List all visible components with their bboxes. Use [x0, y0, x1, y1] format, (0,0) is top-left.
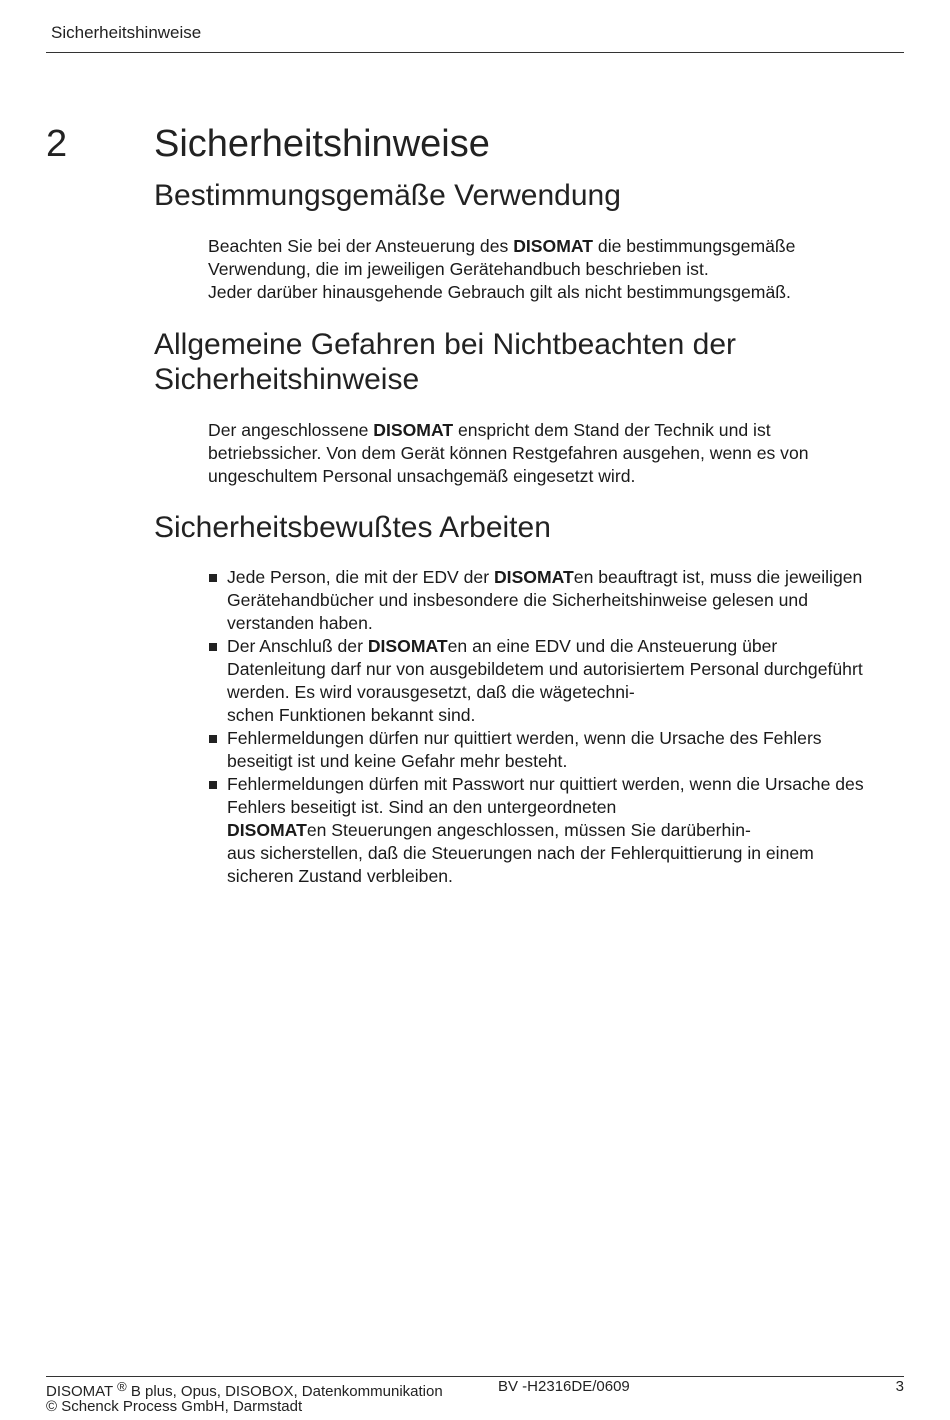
- list-item: [208, 727, 868, 773]
- product-name-bold: DISOMAT: [227, 820, 307, 840]
- paragraph-text: enspricht dem Stand der Technik und ist betriebssicher. Von dem Gerät können Restgefahren ausgehen, wenn es von ungeschultem Personal unsachgemäß eingesetzt wird.: [208, 420, 809, 486]
- section-paragraph-verwendung: [208, 235, 858, 304]
- paragraph-text: Beachten Sie bei der Ansteuerung des: [208, 236, 514, 256]
- paragraph-text: die bestimmungsgemäße Verwendung, die im jeweiligen Gerätehandbuch beschrieben ist.: [208, 236, 796, 279]
- heading-line: Sicherheitshinweise: [154, 363, 420, 396]
- footer-copyright: © Schenck Process GmbH, Darmstadt: [46, 1398, 303, 1415]
- bullet-square-icon: [209, 643, 217, 651]
- chapter-number: 2: [46, 123, 68, 165]
- list-item-text: schen Funktionen bekannt sind.: [227, 705, 476, 725]
- product-name-bold: DISOMAT: [513, 236, 594, 256]
- section-paragraph-gefahren: [208, 419, 876, 488]
- section-heading-sicherheitsbewusstes-arbeiten: Sicherheitsbewußtes Arbeiten: [154, 511, 551, 544]
- paragraph-text: Jeder darüber hinausgehende Gebrauch gilt als nicht bestimmungsgemäß.: [208, 282, 791, 302]
- list-item-text: en beauftragt ist, muss die jeweiligen Gerätehandbücher und insbesondere die Sicherheitshinweise gelesen und verstanden haben.: [227, 567, 863, 633]
- list-item: [208, 773, 868, 888]
- list-item-text: Der Anschluß der: [227, 636, 368, 656]
- bullet-square-icon: [209, 781, 217, 789]
- list-item-text: en an eine EDV und die Ansteuerung über Datenleitung darf nur von ausgebildetem und autorisiertem Personal durchgeführt werden. Es wird vorausgesetzt, daß die wägetechni-: [227, 636, 863, 702]
- list-item-text: Jede Person, die mit der EDV der: [227, 567, 494, 587]
- bullet-square-icon: [209, 574, 217, 582]
- list-item-text: en Steuerungen angeschlossen, müssen Sie darüberhin-: [306, 820, 751, 840]
- list-item-text: aus sicherstellen, daß die Steuerungen nach der Fehlerquittierung in einem sicheren Zustand verbleiben.: [227, 843, 814, 886]
- list-item: [208, 635, 868, 727]
- running-header: Sicherheitshinweise: [51, 23, 202, 42]
- footer-product-rest: B plus, Opus, DISOBOX, Datenkommunikation: [126, 1383, 443, 1400]
- list-item: [208, 566, 868, 635]
- registered-mark: ®: [117, 1379, 127, 1394]
- list-item-text: Fehlermeldungen dürfen mit Passwort nur quittiert werden, wenn die Ursache des Fehlers beseitigt ist. Sind an den untergeordneten: [227, 774, 864, 817]
- footer-page-number: 3: [895, 1378, 904, 1395]
- paragraph-text: Der angeschlossene: [208, 420, 374, 440]
- footer-doc-number: BV -H2316DE/0609: [498, 1378, 630, 1395]
- product-name-bold: DISOMAT: [493, 567, 574, 587]
- heading-line: Allgemeine Gefahren bei Nichtbeachten der: [154, 328, 737, 361]
- footer-product-name: DISOMAT: [46, 1383, 113, 1400]
- product-name-bold: DISOMAT: [373, 420, 454, 440]
- product-name-bold: DISOMAT: [367, 636, 448, 656]
- header-rule: [46, 52, 904, 53]
- chapter-title: Sicherheitshinweise: [154, 123, 490, 165]
- bullet-square-icon: [209, 735, 217, 743]
- section-heading-bestimmungsgemaesse-verwendung: Bestimmungsgemäße Verwendung: [154, 179, 621, 212]
- safety-bullet-list: [208, 566, 868, 888]
- list-item-text: Fehlermeldungen dürfen nur quittiert werden, wenn die Ursache des Fehlers beseitigt ist und keine Gefahr mehr besteht.: [227, 728, 822, 771]
- section-heading-allgemeine-gefahren: [154, 327, 874, 397]
